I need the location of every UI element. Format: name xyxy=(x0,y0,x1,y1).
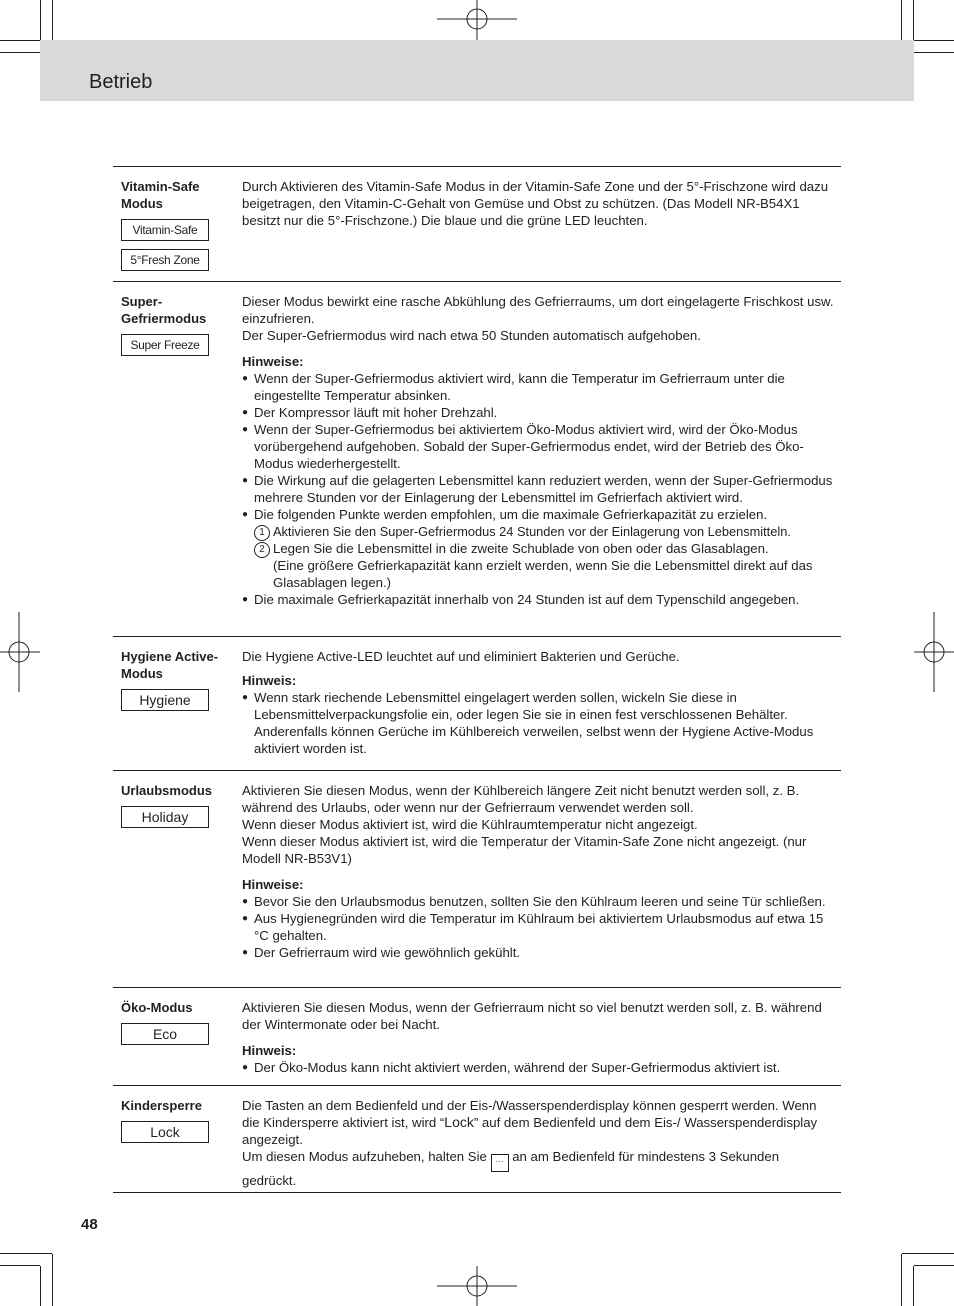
registration-mark-left xyxy=(0,612,40,692)
sub-list-item xyxy=(242,540,835,557)
table-row-holiday xyxy=(113,771,841,988)
fresh-zone-button: 5°Fresh Zone xyxy=(121,249,209,271)
circled-number: 1 xyxy=(254,525,270,541)
sub-list-item-continued: (Eine größere Gefrierkapazität kann erzielt werden, wenn Sie die Lebensmittel direkt auf das Glasablagen legen.) xyxy=(273,558,813,590)
registration-mark-bottom xyxy=(437,1266,517,1306)
crop-mark xyxy=(913,0,914,40)
crop-mark xyxy=(0,1265,40,1266)
description: Aktivieren Sie diesen Modus, wenn der Gefrierraum nicht so viel benutzt werden soll, z. B. während der Wintermonate oder bei Nacht. xyxy=(242,1000,822,1032)
registration-mark-right xyxy=(914,612,954,692)
table-row-super-freeze xyxy=(113,282,841,637)
notes-title: Hinweise: xyxy=(242,877,304,892)
list-item: ● Die maximale Gefrierkapazität innerhalb von 24 Stunden ist auf dem Typenschild angegeben. xyxy=(242,591,835,608)
description: Dieser Modus bewirkt eine rasche Abkühlung des Gefrierraums, um dort eingelagerte Frischkost usw. einzufrieren. xyxy=(242,294,834,326)
row-label: Hygiene Active-Modus xyxy=(121,649,219,681)
table-row-vitamin-safe xyxy=(113,167,841,282)
sub-item-text: Legen Sie die Lebensmittel in die zweite Schublade von oben oder das Glasablagen. xyxy=(273,541,769,556)
description-text: an am Bedienfeld für mindestens 3 Sekunden gedrückt. xyxy=(242,1149,780,1188)
vitamin-safe-button: Vitamin-Safe xyxy=(121,219,209,241)
table-row-child-lock xyxy=(113,1086,841,1193)
description-text: Die Tasten an dem Bedienfeld und der Eis-/Wasserspenderdisplay können gesperrt werden. Wenn die Kindersperre aktiviert ist, wird “ xyxy=(242,1098,817,1130)
super-freeze-button: Super Freeze xyxy=(121,334,209,356)
key-icon: ··· xyxy=(491,1154,509,1172)
crop-mark xyxy=(914,1265,954,1266)
row-label-cell xyxy=(121,782,233,828)
crop-mark xyxy=(902,1253,954,1254)
list-item: ● Die Wirkung auf die gelagerten Lebensmittel kann reduziert werden, wenn der Super-Gefriermodus mehrere Stunden vor der Einlagerung der Lebensmittel im Gefrierfach aktiviert wird. xyxy=(242,472,835,506)
row-label: Super-Gefriermodus xyxy=(121,294,207,326)
crop-mark xyxy=(0,40,40,41)
crop-mark xyxy=(40,0,41,40)
table-row-eco xyxy=(113,988,841,1086)
mode-table xyxy=(113,166,841,1193)
description xyxy=(242,1148,835,1189)
row-label-cell xyxy=(121,1097,233,1143)
crop-mark xyxy=(40,1266,41,1306)
holiday-button: Holiday xyxy=(121,806,209,828)
list-item: ● Wenn der Super-Gefriermodus bei aktiviertem Öko-Modus aktiviert wird, wird der Öko-Modus vorübergehend aufgehoben. Sobald der Super-Gefriermodus endet, wird der Betrieb des Öko-Modus wiederhergestellt. xyxy=(242,421,835,472)
row-content xyxy=(242,1097,835,1189)
table-row-hygiene xyxy=(113,637,841,771)
page-number: 48 xyxy=(81,1216,98,1233)
description: Durch Aktivieren des Vitamin-Safe Modus in der Vitamin-Safe Zone und der 5°-Frischzone wird dazu beigetragen, den Vitamin-C-Gehalt von Gemüse und Obst zu schützen. (Das Modell NR-B54X1 besitzt nur die 5°-Frischzone.) Die blaue und die grüne LED leuchten. xyxy=(242,179,829,228)
page-title: Betrieb xyxy=(89,71,153,93)
row-content xyxy=(242,293,835,608)
description: Aktivieren Sie diesen Modus, wenn der Kühlbereich längere Zeit nicht benutzt werden soll, z. B. während des Urlaubs, oder wenn nur der Gefrierraum verwendet werden soll. xyxy=(242,783,800,815)
lock-display-text: Lock xyxy=(444,1114,474,1130)
row-content xyxy=(242,999,835,1076)
description-text: ” auf dem Bedienfeld und dem Eis-/ Wasserspenderdisplay angezeigt. xyxy=(242,1115,818,1147)
description: Der Super-Gefriermodus wird nach etwa 50 Stunden automatisch aufgehoben. xyxy=(242,328,701,343)
notes-title: Hinweise: xyxy=(242,354,304,369)
notes-title: Hinweis: xyxy=(242,673,297,688)
list-item: ● Wenn stark riechende Lebensmittel eingelagert werden sollen, wickeln Sie diese in Lebensmittelverpackungsfolie ein, oder legen Sie sie in einen fest verschlossenen Behälter. Anderenfalls können Gerüche im Kühlbereich verweilen, selbst wenn der Hygiene Active-Modus aktiviert worden ist. xyxy=(242,689,835,757)
row-label: Kindersperre xyxy=(121,1098,202,1113)
description: Wenn dieser Modus aktiviert ist, wird die Kühlraumtemperatur nicht angezeigt. xyxy=(242,817,698,832)
row-content xyxy=(242,648,835,757)
crop-mark xyxy=(52,1254,53,1306)
list-item: ● Bevor Sie den Urlaubsmodus benutzen, sollten Sie den Kühlraum leeren und seine Tür schließen. xyxy=(242,893,835,910)
lock-button: Lock xyxy=(121,1121,209,1143)
notes-title: Hinweis: xyxy=(242,1043,297,1058)
row-label: Vitamin-Safe Modus xyxy=(121,179,200,211)
description xyxy=(242,1097,835,1148)
list-item: ● Wenn der Super-Gefriermodus aktiviert wird, kann die Temperatur im Gefrierraum unter die eingestellte Temperatur absinken. xyxy=(242,370,835,404)
section-header xyxy=(40,40,914,101)
crop-mark xyxy=(0,1253,52,1254)
row-label: Öko-Modus xyxy=(121,1000,193,1015)
row-label-cell xyxy=(121,648,233,711)
row-content xyxy=(242,782,835,961)
crop-mark xyxy=(901,1254,902,1306)
circled-number: 2 xyxy=(254,542,270,558)
list-item: ● Die folgenden Punkte werden empfohlen, um die maximale Gefrierkapazität zu erzielen. xyxy=(242,506,835,523)
hygiene-button: Hygiene xyxy=(121,689,209,711)
list-item: ● Der Öko-Modus kann nicht aktiviert werden, während der Super-Gefriermodus aktiviert ist. xyxy=(242,1059,835,1076)
sub-item-text: Aktivieren Sie den Super-Gefriermodus 24 Stunden vor der Einlagerung von Lebensmitteln. xyxy=(273,524,791,539)
crop-mark xyxy=(914,40,954,41)
sub-list-item xyxy=(242,523,835,540)
crop-mark xyxy=(913,1266,914,1306)
registration-mark-top xyxy=(437,0,517,40)
row-content xyxy=(242,178,835,229)
row-label-cell xyxy=(121,999,233,1045)
description: Wenn dieser Modus aktiviert ist, wird die Temperatur der Vitamin-Safe Zone nicht angezeigt. (nur Modell NR-B53V1) xyxy=(242,834,807,866)
eco-button: Eco xyxy=(121,1023,209,1045)
row-label: Urlaubsmodus xyxy=(121,783,213,798)
list-item: ● Der Kompressor läuft mit hoher Drehzahl. xyxy=(242,404,835,421)
description-text: Um diesen Modus aufzuheben, halten Sie xyxy=(242,1149,487,1164)
list-item: ● Der Gefrierraum wird wie gewöhnlich gekühlt. xyxy=(242,944,835,961)
list-item: ● Aus Hygienegründen wird die Temperatur im Kühlraum bei aktiviertem Urlaubsmodus auf etwa 15 °C gehalten. xyxy=(242,910,835,944)
row-label-cell xyxy=(121,178,233,271)
description: Die Hygiene Active-LED leuchtet auf und eliminiert Bakterien und Gerüche. xyxy=(242,649,680,664)
row-label-cell xyxy=(121,293,233,356)
